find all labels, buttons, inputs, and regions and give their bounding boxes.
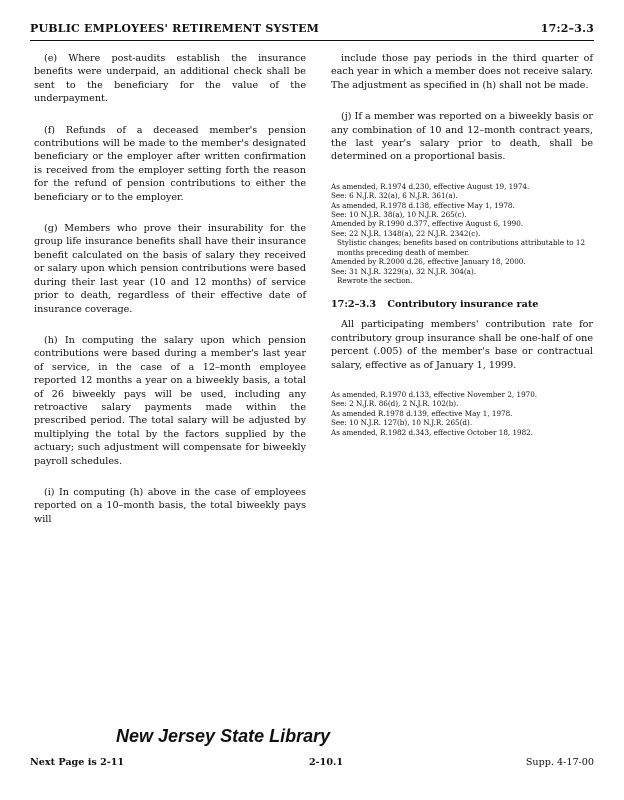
history-notes-3-2 (331, 182, 593, 285)
history-line: As amended, R.1974 d.230, effective August 19, 1974. (331, 181, 530, 191)
paragraph-i: (i) In computing (h) above in the case of employees reported on a 10–month basis, the total biweekly pays will (34, 486, 306, 525)
history-line: Amended by R.1990 d.377, effective August 6, 1990. (331, 219, 524, 229)
page-number: 2-10.1 (309, 757, 344, 768)
history-line: As amended, R.1978 d.138, effective May 1, 1978. (331, 200, 515, 210)
history-line: See: 2 N.J.R. 86(d), 2 N.J.R. 102(b). (331, 399, 459, 409)
history-line: See: 10 N.J.R. 38(a), 10 N.J.R. 265(c). (331, 210, 467, 220)
header-section-number: 17:2–3.3 (540, 22, 594, 35)
right-column (331, 52, 593, 451)
history-line: As amended, R.1982 d.343, effective October 18, 1982. (331, 427, 534, 437)
paragraph-j: (j) If a member was reported on a biweekly basis or any combination of 10 and 12–month contract years, the last year's salary prior to death, shall be determined on a proportional basis. (331, 111, 593, 163)
header-title: PUBLIC EMPLOYEES' RETIREMENT SYSTEM (30, 22, 320, 35)
paragraph-g: (g) Members who prove their insurability for the group life insurance benefits shall have their insurance benefit calculated on the basis of salary they received or salary upon which pension contributions were based during their last year (10 and 12 months) of service prior to death, regardless of their effective date of insurance coverage. (34, 223, 306, 315)
section-text: All participating members' contribution rate for contributory group insurance shall be one-half of one percent (.005) of the member's base or contractual salary, effective as of January 1, 1999. (331, 319, 593, 371)
history-line: Stylistic changes; benefits based on contributions attributable to 12 months preceding death of member. (337, 238, 586, 257)
history-line: As amended R.1978 d.139, effective May 1, 1978. (331, 408, 513, 418)
paragraph-e: (e) Where post-audits establish the insurance benefits were underpaid, an additional check shall be sent to the beneficiary for the value of the underpayment. (34, 53, 306, 105)
history-line: Rewrote the section. (337, 275, 413, 285)
page-footer (30, 757, 594, 771)
paragraph-i-continued: include those pay periods in the third quarter of each year in which a member does not receive salary. The adjustment as specified in (h) shall not be made. (331, 53, 593, 91)
history-line: See: 6 N.J.R. 32(a), 6 N.J.R. 361(a). (331, 191, 458, 201)
history-line: See: 31 N.J.R. 3229(a), 32 N.J.R. 304(a). (331, 266, 477, 276)
paragraph-f: (f) Refunds of a deceased member's pension contributions will be made to the member's designated beneficiary or the employer after written confirmation is received from the employer setting forth the reason for the refund of pension contributions to either the beneficiary or to the employer. (34, 124, 306, 203)
history-notes-3-3 (331, 390, 593, 437)
history-line: See: 10 N.J.R. 127(b), 10 N.J.R. 265(d). (331, 418, 473, 428)
running-header (30, 22, 594, 38)
section-heading (331, 299, 593, 310)
history-line: See: 22 N.J.R. 1348(a), 22 N.J.R. 2342(c). (331, 228, 481, 238)
paragraph-h: (h) In computing the salary upon which pension contributions were based during a member's last year of service, in the case of a 12–month employee reported 12 months a year on a biweekly basis, a total of 26 biweekly pays will be used, including any retroactive salary payments made within the prescribed period. The total salary will be adjusted by multiplying the total by the factors supplied by the actuary; such adjustment will compensate for biweekly payroll schedules. (34, 334, 306, 467)
supplement-date: Supp. 4-17-00 (525, 757, 594, 768)
next-page-note: Next Page is 2-11 (30, 757, 125, 768)
left-column (34, 52, 306, 544)
library-stamp: New Jersey State Library (116, 726, 331, 746)
section-title: Contributory insurance rate (387, 299, 539, 311)
history-line: As amended, R.1970 d.133, effective November 2, 1970. (331, 389, 538, 399)
header-rule (30, 40, 594, 41)
history-line: Amended by R.2000 d.26, effective January 18, 2000. (331, 257, 526, 267)
section-number: 17:2–3.3 (331, 299, 377, 311)
